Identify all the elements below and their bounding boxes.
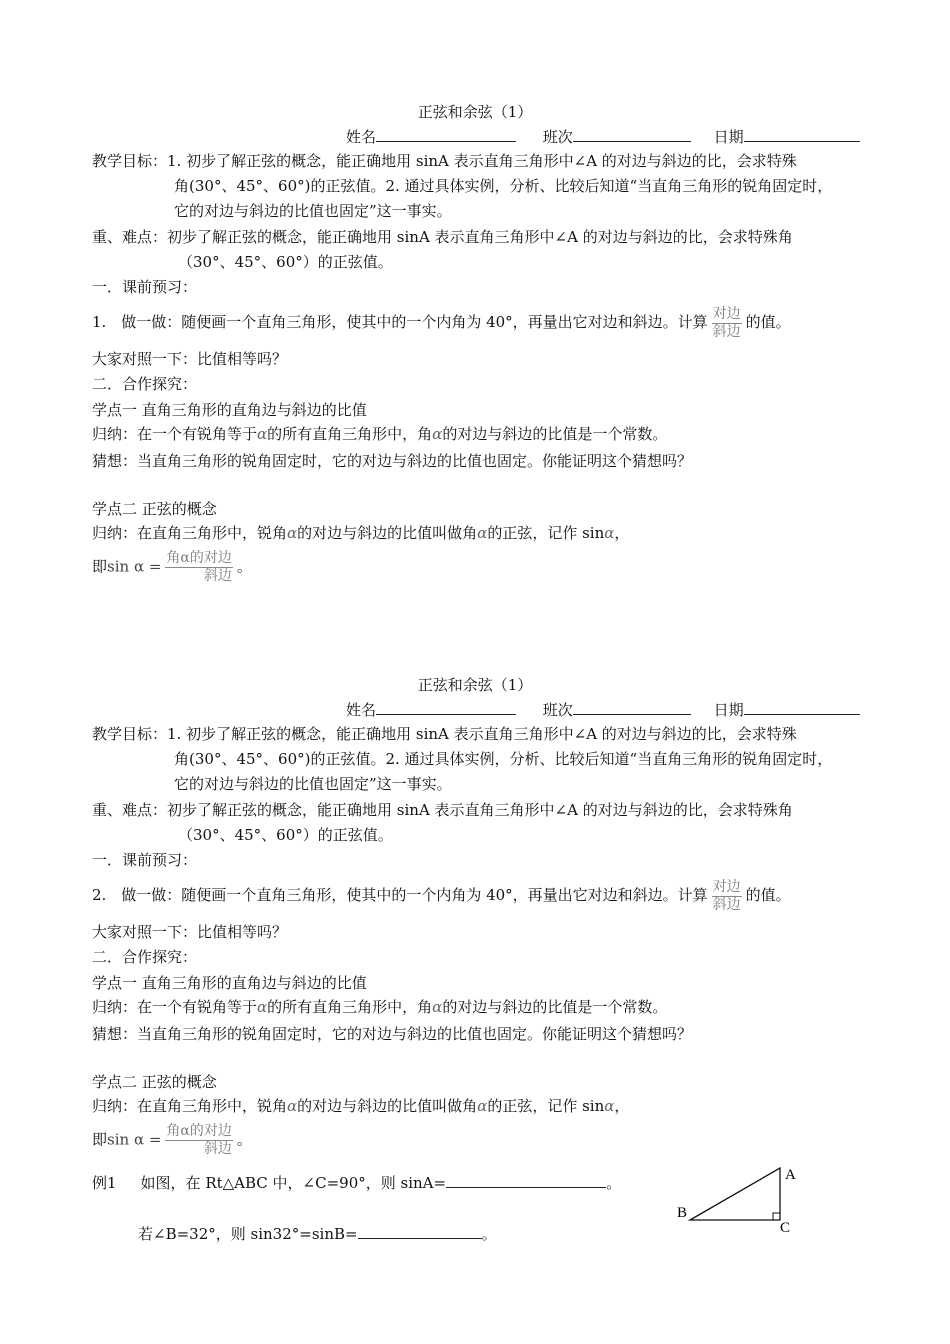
formula-end: 。 — [236, 1130, 252, 1149]
sine-definition-formula — [92, 1123, 252, 1158]
class-label: 班次 — [542, 701, 573, 719]
sine-definition-formula — [92, 550, 252, 585]
induction-2 — [92, 523, 629, 543]
induction-1-b: 的所有直角三角形中，角 — [267, 425, 433, 443]
induction-1-c: 的对边与斜边的比值是一个常数。 — [442, 425, 668, 443]
name-blank[interactable] — [376, 699, 516, 715]
key-points-line-2: （30°、45°、60°）的正弦值。 — [178, 826, 393, 844]
fraction-numerator: 对边 — [712, 305, 741, 322]
formula-lhs: sin α = — [107, 557, 162, 576]
sine-fraction — [165, 550, 232, 585]
conjecture: 猜想：当直角三角形的锐角固定时，它的对边与斜边的比值也固定。你能证明这个猜想吗？ — [92, 1025, 693, 1043]
class-blank[interactable] — [573, 699, 691, 715]
induction-1-b: 的所有直角三角形中，角 — [267, 998, 433, 1016]
alpha-symbol: α — [257, 998, 268, 1016]
induction-2-c: 的正弦，记作 sin — [487, 524, 605, 542]
example-line-1-end: 。 — [606, 1174, 622, 1192]
point-2-heading: 学点二 正弦的概念 — [92, 500, 217, 518]
formula-end: 。 — [236, 557, 252, 576]
opposite-over-hypotenuse-fraction — [712, 306, 742, 341]
name-label: 姓名 — [346, 701, 377, 719]
goals-line-3: 它的对边与斜边的比值也固定”这一事实。 — [174, 775, 452, 793]
goals-text-1: 1. 初步了解正弦的概念，能正确地用 sinA 表示直角三角形中∠A 的对边与斜边的比，会求特殊 — [167, 725, 797, 743]
sine-fraction-numerator: 角α的对边 — [166, 550, 232, 566]
task-text: 1. 做一做：随便画一个直角三角形，使其中的一个内角为 40°，再量出它对边和斜边。计算 — [92, 313, 708, 331]
formula-prefix: 即 — [92, 557, 108, 576]
formula-lhs: sin α = — [107, 1130, 162, 1149]
page-title: 正弦和余弦（1） — [417, 676, 533, 694]
induction-1-a: 归纳：在一个有锐角等于 — [92, 998, 258, 1016]
key-points-label: 重、难点： — [92, 801, 168, 819]
goals-line-1 — [92, 151, 797, 171]
name-blank[interactable] — [376, 126, 516, 142]
key-points-line-2: （30°、45°、60°）的正弦值。 — [178, 253, 393, 271]
induction-1-a: 归纳：在一个有锐角等于 — [92, 425, 258, 443]
induction-1 — [92, 424, 667, 444]
date-label: 日期 — [713, 701, 744, 719]
explore-heading: 二．合作探究： — [92, 948, 198, 966]
sine-fraction-denominator: 斜边 — [203, 568, 232, 584]
key-points-line-1 — [92, 227, 793, 247]
alpha-symbol: α — [287, 1097, 298, 1115]
alpha-symbol: α — [477, 1097, 488, 1115]
induction-2-c: 的正弦，记作 sin — [487, 1097, 605, 1115]
date-label: 日期 — [713, 128, 744, 146]
fraction-denominator: 斜边 — [712, 896, 741, 913]
triangle-abc — [690, 1168, 780, 1220]
alpha-symbol: α — [604, 1097, 615, 1115]
key-points-line-1 — [92, 800, 793, 820]
example-1-line-2 — [138, 1223, 497, 1244]
sin-a-answer-blank[interactable] — [446, 1172, 606, 1188]
sin-b-answer-blank[interactable] — [358, 1223, 482, 1239]
alpha-symbol: α — [477, 524, 488, 542]
compare-question: 大家对照一下：比值相等吗？ — [92, 350, 288, 368]
date-blank[interactable] — [744, 126, 860, 142]
student-info-row — [346, 126, 860, 147]
student-info-row — [346, 699, 860, 720]
vertex-c-label: C — [780, 1220, 791, 1234]
example-question-2: 若∠B=32°，则 sin32°=sinB= — [138, 1225, 358, 1243]
preview-task — [92, 304, 791, 341]
induction-2 — [92, 1096, 629, 1116]
goals-text-1: 1. 初步了解正弦的概念，能正确地用 sinA 表示直角三角形中∠A 的对边与斜边的比，会求特殊 — [167, 152, 797, 170]
fraction-denominator: 斜边 — [712, 323, 741, 340]
vertex-a-label: A — [785, 1167, 796, 1183]
opposite-over-hypotenuse-fraction — [712, 879, 742, 914]
preview-task — [92, 877, 791, 914]
example-1-line-1 — [92, 1172, 621, 1193]
example-question-1: 如图，在 Rt△ABC 中，∠C=90°，则 sinA= — [140, 1174, 447, 1192]
key-points-text-1: 初步了解正弦的概念，能正确地用 sinA 表示直角三角形中∠A 的对边与斜边的比，会求特殊角 — [167, 228, 793, 246]
key-points-text-1: 初步了解正弦的概念，能正确地用 sinA 表示直角三角形中∠A 的对边与斜边的比，会求特殊角 — [167, 801, 793, 819]
alpha-symbol: α — [287, 524, 298, 542]
name-label: 姓名 — [346, 128, 377, 146]
goals-label: 教学目标： — [92, 152, 168, 170]
induction-2-b: 的对边与斜边的比值叫做角 — [297, 524, 478, 542]
example-label: 例1 — [92, 1174, 117, 1192]
formula-prefix: 即 — [92, 1130, 108, 1149]
point-1-heading: 学点一 直角三角形的直角边与斜边的比值 — [92, 401, 367, 419]
sine-fraction-numerator: 角α的对边 — [166, 1123, 232, 1139]
class-blank[interactable] — [573, 126, 691, 142]
induction-2-a: 归纳：在直角三角形中，锐角 — [92, 524, 288, 542]
point-2-heading: 学点二 正弦的概念 — [92, 1073, 217, 1091]
explore-heading: 二．合作探究： — [92, 375, 198, 393]
goals-label: 教学目标： — [92, 725, 168, 743]
alpha-symbol: α — [604, 524, 615, 542]
sine-fraction-denominator: 斜边 — [203, 1141, 232, 1157]
induction-2-b: 的对边与斜边的比值叫做角 — [297, 1097, 478, 1115]
induction-2-d: ， — [614, 1097, 630, 1115]
task-suffix: 的值。 — [745, 313, 791, 331]
goals-line-3: 它的对边与斜边的比值也固定”这一事实。 — [174, 202, 452, 220]
goals-line-2: 角(30°、45°、60°)的正弦值。2. 通过具体实例，分析、比较后知道“当直角三角形的锐角固定时， — [174, 177, 833, 195]
alpha-symbol: α — [432, 425, 443, 443]
page-title: 正弦和余弦（1） — [417, 103, 533, 121]
example-line-2-end: 。 — [481, 1225, 497, 1243]
induction-1 — [92, 997, 667, 1017]
goals-line-2: 角(30°、45°、60°)的正弦值。2. 通过具体实例，分析、比较后知道“当直角三角形的锐角固定时， — [174, 750, 833, 768]
task-text: 2. 做一做：随便画一个直角三角形，使其中的一个内角为 40°，再量出它对边和斜边。计算 — [92, 886, 708, 904]
induction-1-c: 的对边与斜边的比值是一个常数。 — [442, 998, 668, 1016]
right-triangle-figure — [672, 1160, 812, 1234]
induction-2-a: 归纳：在直角三角形中，锐角 — [92, 1097, 288, 1115]
compare-question: 大家对照一下：比值相等吗？ — [92, 923, 288, 941]
alpha-symbol: α — [432, 998, 443, 1016]
key-points-label: 重、难点： — [92, 228, 168, 246]
task-suffix: 的值。 — [745, 886, 791, 904]
vertex-b-label: B — [677, 1205, 688, 1221]
sine-fraction — [165, 1123, 232, 1158]
right-angle-marker — [773, 1213, 780, 1220]
goals-line-1 — [92, 724, 797, 744]
induction-2-d: ， — [614, 524, 630, 542]
conjecture: 猜想：当直角三角形的锐角固定时，它的对边与斜边的比值也固定。你能证明这个猜想吗？ — [92, 452, 693, 470]
preview-heading: 一．课前预习： — [92, 278, 198, 296]
class-label: 班次 — [542, 128, 573, 146]
date-blank[interactable] — [744, 699, 860, 715]
point-1-heading: 学点一 直角三角形的直角边与斜边的比值 — [92, 974, 367, 992]
preview-heading: 一．课前预习： — [92, 851, 198, 869]
fraction-numerator: 对边 — [712, 878, 741, 895]
alpha-symbol: α — [257, 425, 268, 443]
